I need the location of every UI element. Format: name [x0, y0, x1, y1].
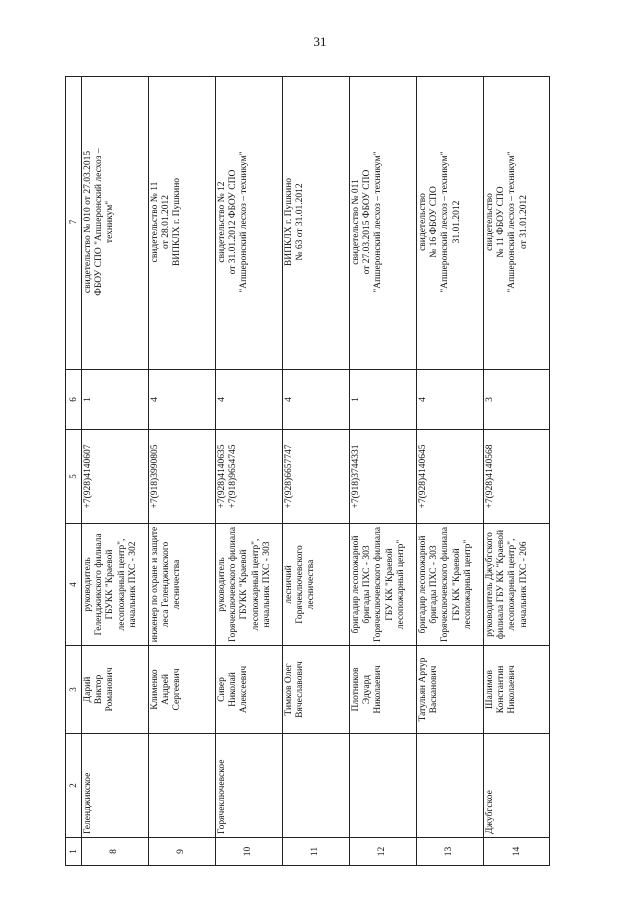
- cell-line: Алексеевич: [239, 665, 250, 714]
- cell-text: Геленджикское: [83, 772, 93, 834]
- cell-line: филиала ГБУ КК "Краевой: [496, 529, 507, 640]
- cell-line: свидетельство № 011: [351, 179, 361, 265]
- cell-line: Татульян Артур: [418, 657, 428, 722]
- cell-line: Вячеславович: [295, 661, 306, 718]
- cell-line: леса Геленджикского: [161, 541, 172, 628]
- row-number: [350, 837, 417, 865]
- cell-line: свидетельство № 12: [217, 181, 227, 263]
- cell-text: +7(928)4140607: [83, 444, 93, 509]
- cell-line: ГБУКК "Краевой: [105, 549, 116, 620]
- cell-line: Дарий: [83, 676, 93, 703]
- cell-text: 1: [68, 849, 79, 854]
- cell-text: 6: [68, 397, 79, 402]
- cell-line: лесничий: [284, 565, 294, 604]
- cell-line: ГБУ КК "Краевой: [384, 548, 395, 621]
- certificate-info: [82, 76, 149, 369]
- column-number-header: [66, 369, 82, 429]
- forestry-name: [417, 733, 484, 837]
- row-number: [417, 837, 484, 865]
- employee-position: [216, 523, 283, 645]
- cell-line: Горячеключевского филиала: [228, 526, 239, 643]
- cell-line: Плотников: [351, 667, 361, 712]
- cell-line: Эдуард: [362, 674, 373, 705]
- cell-line: Клименко: [150, 669, 160, 710]
- certificate-info: [484, 76, 550, 369]
- experience-value: [484, 369, 550, 429]
- employee-position: [283, 523, 350, 645]
- cell-text: +7(928)6657747: [284, 444, 294, 509]
- experience-value: [216, 369, 283, 429]
- cell-text: +7(928)4140645: [418, 444, 428, 509]
- cell-line: Виктор: [94, 674, 105, 705]
- cell-line: бригады ПХС - 303: [362, 545, 373, 624]
- cell-line: от 31.01.2012: [518, 195, 529, 249]
- experience-value: [82, 369, 149, 429]
- phone-number: [149, 429, 216, 523]
- cell-line: руководитель Джубгского: [485, 532, 495, 637]
- cell-text: 4: [217, 397, 227, 402]
- experience-value: [417, 369, 484, 429]
- cell-line: лесопожарный центр",: [116, 538, 127, 631]
- phone-number: [417, 429, 484, 523]
- employee-name: [417, 645, 484, 733]
- cell-line: Константин: [496, 665, 507, 714]
- cell-line: № 16 ФБОУ СПО: [429, 186, 440, 258]
- cell-text: 4: [284, 397, 294, 402]
- personnel-table: [65, 76, 550, 866]
- cell-text: 2: [68, 783, 79, 788]
- cell-text: 4: [150, 397, 160, 402]
- cell-line: Николай: [228, 672, 239, 707]
- forestry-name: [350, 733, 417, 837]
- employee-name: [82, 645, 149, 733]
- cell-line: свидетельство № 11: [150, 181, 160, 263]
- column-number-header: [66, 733, 82, 837]
- cell-line: свидетельство № 010 от 27.03.2015: [83, 150, 93, 294]
- experience-value: [149, 369, 216, 429]
- cell-line: ВИПКЛХ г. Пушкино: [284, 177, 294, 267]
- forestry-name: [149, 733, 216, 837]
- column-number-header: [66, 76, 82, 369]
- cell-text: Джубгское: [485, 790, 495, 834]
- cell-line: ФБОУ СПО "Апшеронский лесхоз –: [94, 148, 105, 296]
- cell-line: "Апшеронский лесхоз – техникум": [507, 151, 518, 293]
- cell-text: 3: [485, 397, 495, 402]
- phone-number: [216, 429, 283, 523]
- cell-line: начальник ПХС - 206: [518, 541, 529, 628]
- cell-line: начальник ПХС - 303: [261, 541, 272, 628]
- cell-line: "Апшеронский лесхоз – техникум": [440, 151, 451, 293]
- forestry-name: [283, 733, 350, 837]
- cell-line: лесопожарный центр",: [250, 538, 261, 631]
- certificate-info: [283, 76, 350, 369]
- certificate-info: [149, 76, 216, 369]
- cell-line: Сергеевич: [172, 668, 183, 711]
- cell-text: 11: [310, 846, 321, 857]
- cell-line: лесничества: [172, 559, 183, 610]
- cell-line: свидетельство: [485, 193, 495, 251]
- cell-line: Андрей: [161, 674, 172, 705]
- cell-line: лесопожарный центр",: [507, 538, 518, 631]
- forestry-name: [82, 733, 149, 837]
- cell-text: +7(928)4140635 +7(918)9654745: [217, 444, 239, 509]
- cell-line: свидетельство: [418, 193, 428, 251]
- certificate-info: [417, 76, 484, 369]
- employee-name: [350, 645, 417, 733]
- row-number: [216, 837, 283, 865]
- cell-text: 1: [83, 397, 93, 402]
- column-number-header: [66, 429, 82, 523]
- column-number-header: [66, 523, 82, 645]
- cell-text: 5: [68, 474, 79, 479]
- employee-position: [149, 523, 216, 645]
- column-number-header: [66, 645, 82, 733]
- employee-name: [149, 645, 216, 733]
- cell-text: +7(928)4140568: [485, 444, 495, 509]
- cell-line: Горячеключевского филиала: [440, 526, 451, 643]
- cell-line: Горячеключевского: [295, 545, 306, 624]
- experience-value: [283, 369, 350, 429]
- experience-value: [350, 369, 417, 429]
- cell-line: ГБУ КК "Краевой: [451, 548, 462, 621]
- cell-line: Васканович: [429, 665, 440, 714]
- cell-text: 7: [68, 219, 79, 225]
- cell-line: № 11 ФБОУ СПО: [496, 186, 507, 258]
- cell-line: 31.01.2012: [451, 200, 462, 244]
- employee-position: [350, 523, 417, 645]
- cell-line: руководитель: [217, 557, 227, 612]
- cell-line: Николаевич: [507, 665, 518, 714]
- certificate-info: [216, 76, 283, 369]
- cell-line: лесничества: [306, 559, 317, 610]
- cell-text: +7(918)3744331: [351, 444, 361, 509]
- cell-line: "Апшеронский лесхоз – техникум": [239, 151, 250, 293]
- cell-line: "Апшеронский лесхоз – техникум": [373, 151, 384, 293]
- cell-line: Геленджикского филиала: [94, 533, 105, 636]
- cell-line: бригадир лесопожарной: [418, 535, 428, 634]
- cell-text: +7(918)3990805: [150, 444, 160, 509]
- phone-number: [82, 429, 149, 523]
- cell-text: 8: [109, 849, 120, 854]
- forestry-name: [484, 733, 550, 837]
- page-number: 31: [313, 34, 327, 49]
- cell-line: начальник ПХС - 302: [127, 541, 138, 628]
- cell-line: лесопожарный центр": [395, 539, 406, 630]
- cell-line: техникум": [105, 200, 116, 244]
- certificate-info: [350, 76, 417, 369]
- forestry-name: [216, 733, 283, 837]
- row-number: [149, 837, 216, 865]
- phone-number: [484, 429, 550, 523]
- cell-line: от 28.01.2012: [161, 195, 172, 249]
- cell-line: бригадир лесопожарной: [351, 535, 361, 634]
- cell-line: от 31.01.2012 ФБОУ СПО: [228, 169, 239, 275]
- row-number: [283, 837, 350, 865]
- phone-number: [350, 429, 417, 523]
- cell-text: 14: [511, 846, 522, 857]
- cell-line: ГБУКК "Краевой: [239, 549, 250, 620]
- row-number: [484, 837, 550, 865]
- table-viewport: [65, 76, 550, 866]
- cell-line: от 27.03.2015 ФБОУ СПО: [362, 169, 373, 275]
- cell-line: руководитель: [83, 557, 93, 612]
- cell-text: 13: [444, 846, 455, 857]
- cell-line: Романович: [105, 667, 116, 712]
- column-number-header: [66, 837, 82, 865]
- cell-line: Николаевич: [373, 665, 384, 714]
- row-number: [82, 837, 149, 865]
- cell-text: 1: [351, 397, 361, 402]
- employee-position: [82, 523, 149, 645]
- cell-text: 4: [418, 397, 428, 402]
- employee-position: [484, 523, 550, 645]
- cell-line: Горячеключевского филиала: [373, 526, 384, 643]
- cell-line: Сивер: [217, 677, 227, 702]
- cell-line: № 63 от 31.01.2012: [295, 183, 306, 261]
- cell-line: бригады ПХС - 303: [429, 545, 440, 624]
- cell-text: Горячеключевское: [217, 759, 227, 834]
- cell-line: Шалимов: [485, 670, 495, 709]
- cell-line: инженер по охране и защите: [150, 526, 160, 643]
- cell-line: Тимков Олег: [284, 663, 294, 716]
- employee-name: [484, 645, 550, 733]
- cell-line: ВИПКЛХ г. Пушкино: [172, 177, 183, 267]
- employee-name: [216, 645, 283, 733]
- employee-position: [417, 523, 484, 645]
- cell-line: лесопожарный центр": [462, 539, 473, 630]
- cell-text: 3: [68, 687, 79, 692]
- cell-text: 9: [176, 849, 187, 854]
- cell-text: 12: [377, 846, 388, 857]
- cell-text: 4: [68, 582, 79, 587]
- phone-number: [283, 429, 350, 523]
- employee-name: [283, 645, 350, 733]
- cell-text: 10: [243, 846, 254, 857]
